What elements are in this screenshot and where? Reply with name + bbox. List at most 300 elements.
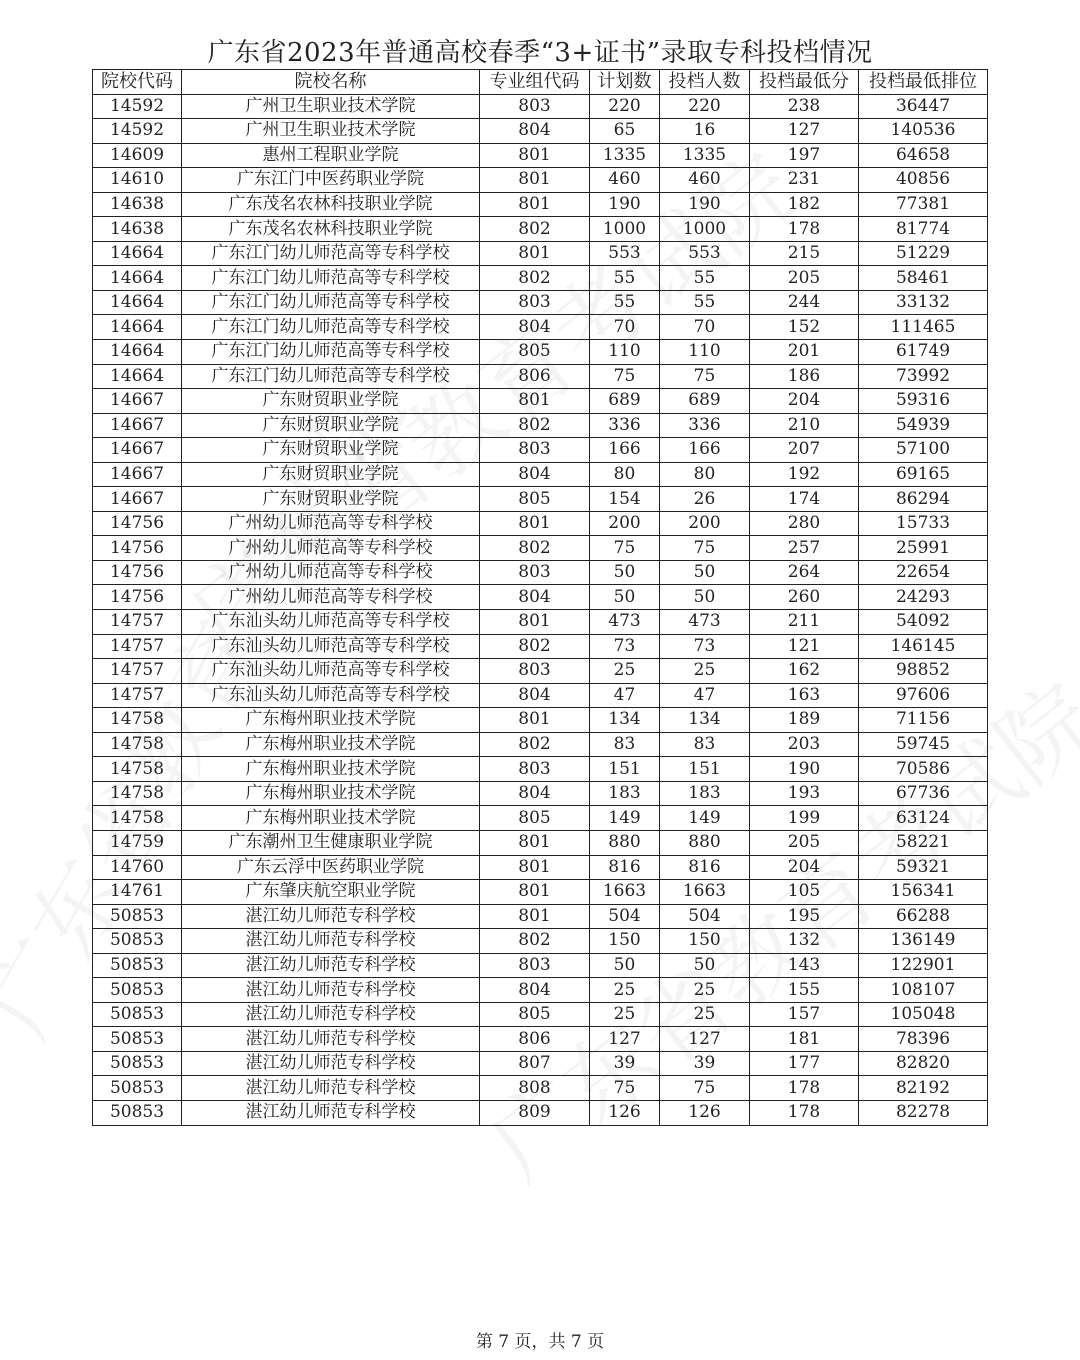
cell-min-rank: 22654 [859, 560, 988, 585]
cell-plan-count: 460 [590, 168, 660, 193]
cell-min-rank: 25991 [859, 536, 988, 561]
cell-min-score: 177 [750, 1051, 859, 1076]
cell-school-code: 50853 [93, 929, 182, 954]
cell-plan-count: 25 [590, 978, 660, 1003]
cell-min-score: 181 [750, 1027, 859, 1052]
cell-min-rank: 58221 [859, 830, 988, 855]
cell-school-name: 广东潮州卫生健康职业学院 [182, 830, 480, 855]
cell-school-code: 14667 [93, 413, 182, 438]
cell-group-code: 801 [480, 830, 590, 855]
cell-school-name: 广州幼儿师范高等专科学校 [182, 560, 480, 585]
cell-min-score: 205 [750, 830, 859, 855]
cell-school-code: 14592 [93, 119, 182, 144]
cell-filed-count: 55 [660, 266, 750, 291]
cell-plan-count: 75 [590, 364, 660, 389]
cell-plan-count: 1663 [590, 880, 660, 905]
cell-plan-count: 220 [590, 94, 660, 119]
cell-min-rank: 57100 [859, 438, 988, 463]
cell-filed-count: 47 [660, 683, 750, 708]
cell-group-code: 809 [480, 1100, 590, 1125]
cell-school-code: 14610 [93, 168, 182, 193]
cell-group-code: 801 [480, 610, 590, 635]
cell-min-rank: 24293 [859, 585, 988, 610]
cell-school-name: 广东江门幼儿师范高等专科学校 [182, 340, 480, 365]
cell-school-code: 14758 [93, 806, 182, 831]
cell-plan-count: 504 [590, 904, 660, 929]
table-row [93, 340, 988, 365]
cell-group-code: 806 [480, 364, 590, 389]
cell-min-rank: 146145 [859, 634, 988, 659]
cell-school-name: 湛江幼儿师范专科学校 [182, 978, 480, 1003]
cell-filed-count: 75 [660, 1076, 750, 1101]
cell-school-code: 14667 [93, 462, 182, 487]
cell-school-code: 14664 [93, 266, 182, 291]
cell-filed-count: 166 [660, 438, 750, 463]
cell-min-rank: 98852 [859, 659, 988, 684]
cell-school-name: 广东梅州职业技术学院 [182, 806, 480, 831]
cell-min-score: 238 [750, 94, 859, 119]
cell-min-score: 182 [750, 192, 859, 217]
cell-plan-count: 200 [590, 511, 660, 536]
table-row [93, 192, 988, 217]
cell-filed-count: 126 [660, 1100, 750, 1125]
cell-plan-count: 689 [590, 389, 660, 414]
cell-filed-count: 473 [660, 610, 750, 635]
cell-min-rank: 105048 [859, 1002, 988, 1027]
cell-school-name: 湛江幼儿师范专科学校 [182, 1002, 480, 1027]
cell-min-score: 190 [750, 757, 859, 782]
cell-school-code: 14667 [93, 438, 182, 463]
cell-group-code: 804 [480, 315, 590, 340]
cell-filed-count: 1000 [660, 217, 750, 242]
table-row [93, 413, 988, 438]
cell-min-score: 174 [750, 487, 859, 512]
cell-plan-count: 1000 [590, 217, 660, 242]
cell-plan-count: 1335 [590, 143, 660, 168]
cell-min-rank: 33132 [859, 290, 988, 315]
cell-plan-count: 65 [590, 119, 660, 144]
cell-plan-count: 126 [590, 1100, 660, 1125]
cell-school-code: 14757 [93, 659, 182, 684]
cell-school-name: 广东肇庆航空职业学院 [182, 880, 480, 905]
cell-plan-count: 553 [590, 241, 660, 266]
cell-min-score: 178 [750, 1076, 859, 1101]
cell-filed-count: 80 [660, 462, 750, 487]
cell-group-code: 801 [480, 389, 590, 414]
cell-school-code: 14638 [93, 217, 182, 242]
cell-min-rank: 51229 [859, 241, 988, 266]
cell-group-code: 802 [480, 634, 590, 659]
table-row [93, 119, 988, 144]
table-row [93, 290, 988, 315]
table-row [93, 978, 988, 1003]
cell-filed-count: 460 [660, 168, 750, 193]
cell-plan-count: 190 [590, 192, 660, 217]
table-row [93, 315, 988, 340]
cell-school-code: 14757 [93, 634, 182, 659]
cell-school-code: 14609 [93, 143, 182, 168]
cell-min-score: 264 [750, 560, 859, 585]
cell-plan-count: 50 [590, 585, 660, 610]
cell-min-rank: 64658 [859, 143, 988, 168]
cell-filed-count: 50 [660, 953, 750, 978]
cell-min-rank: 54939 [859, 413, 988, 438]
column-header-min-score: 投档最低分 [750, 70, 859, 95]
cell-school-code: 14758 [93, 757, 182, 782]
cell-min-score: 155 [750, 978, 859, 1003]
cell-plan-count: 75 [590, 536, 660, 561]
page-footer: 第 7 页，共 7 页 [475, 1332, 605, 1352]
cell-filed-count: 50 [660, 585, 750, 610]
cell-plan-count: 80 [590, 462, 660, 487]
cell-filed-count: 151 [660, 757, 750, 782]
cell-min-score: 178 [750, 217, 859, 242]
cell-filed-count: 149 [660, 806, 750, 831]
cell-min-score: 121 [750, 634, 859, 659]
cell-plan-count: 880 [590, 830, 660, 855]
cell-school-code: 14664 [93, 364, 182, 389]
cell-group-code: 803 [480, 94, 590, 119]
cell-filed-count: 553 [660, 241, 750, 266]
cell-filed-count: 816 [660, 855, 750, 880]
table-body [93, 94, 988, 1125]
cell-min-rank: 69165 [859, 462, 988, 487]
cell-min-score: 231 [750, 168, 859, 193]
column-header-filed-count: 投档人数 [660, 70, 750, 95]
table-row [93, 634, 988, 659]
cell-min-score: 205 [750, 266, 859, 291]
cell-group-code: 803 [480, 757, 590, 782]
cell-min-rank: 108107 [859, 978, 988, 1003]
cell-filed-count: 39 [660, 1051, 750, 1076]
cell-min-score: 132 [750, 929, 859, 954]
cell-group-code: 802 [480, 266, 590, 291]
cell-plan-count: 55 [590, 290, 660, 315]
cell-school-code: 14756 [93, 511, 182, 536]
cell-school-name: 广东财贸职业学院 [182, 487, 480, 512]
table-row [93, 1051, 988, 1076]
cell-min-score: 201 [750, 340, 859, 365]
cell-plan-count: 55 [590, 266, 660, 291]
cell-plan-count: 50 [590, 560, 660, 585]
cell-school-code: 14758 [93, 708, 182, 733]
cell-school-code: 14761 [93, 880, 182, 905]
table-row [93, 1027, 988, 1052]
cell-filed-count: 220 [660, 94, 750, 119]
cell-plan-count: 127 [590, 1027, 660, 1052]
cell-school-name: 惠州工程职业学院 [182, 143, 480, 168]
cell-school-code: 14756 [93, 585, 182, 610]
cell-school-name: 广东汕头幼儿师范高等专科学校 [182, 659, 480, 684]
cell-filed-count: 1335 [660, 143, 750, 168]
table-row [93, 1076, 988, 1101]
cell-filed-count: 25 [660, 978, 750, 1003]
cell-school-name: 湛江幼儿师范专科学校 [182, 929, 480, 954]
cell-plan-count: 75 [590, 1076, 660, 1101]
cell-filed-count: 200 [660, 511, 750, 536]
cell-group-code: 801 [480, 880, 590, 905]
cell-school-name: 广东汕头幼儿师范高等专科学校 [182, 683, 480, 708]
cell-school-name: 湛江幼儿师范专科学校 [182, 953, 480, 978]
cell-school-code: 14759 [93, 830, 182, 855]
table-row [93, 830, 988, 855]
cell-min-rank: 81774 [859, 217, 988, 242]
cell-school-name: 广东财贸职业学院 [182, 462, 480, 487]
cell-plan-count: 25 [590, 1002, 660, 1027]
cell-plan-count: 47 [590, 683, 660, 708]
table-row [93, 929, 988, 954]
table-row [93, 266, 988, 291]
cell-min-score: 204 [750, 855, 859, 880]
cell-plan-count: 50 [590, 953, 660, 978]
cell-school-code: 14664 [93, 340, 182, 365]
cell-school-code: 14667 [93, 389, 182, 414]
cell-filed-count: 70 [660, 315, 750, 340]
cell-min-rank: 86294 [859, 487, 988, 512]
cell-min-rank: 77381 [859, 192, 988, 217]
table-row [93, 708, 988, 733]
cell-group-code: 801 [480, 511, 590, 536]
cell-school-name: 湛江幼儿师范专科学校 [182, 1100, 480, 1125]
table-row [93, 1002, 988, 1027]
cell-school-code: 14667 [93, 487, 182, 512]
cell-group-code: 803 [480, 438, 590, 463]
cell-group-code: 804 [480, 585, 590, 610]
cell-plan-count: 73 [590, 634, 660, 659]
cell-min-score: 280 [750, 511, 859, 536]
cell-school-code: 14592 [93, 94, 182, 119]
cell-filed-count: 504 [660, 904, 750, 929]
cell-school-code: 14638 [93, 192, 182, 217]
cell-group-code: 807 [480, 1051, 590, 1076]
cell-school-name: 湛江幼儿师范专科学校 [182, 1076, 480, 1101]
cell-min-score: 207 [750, 438, 859, 463]
cell-plan-count: 816 [590, 855, 660, 880]
table-row [93, 585, 988, 610]
cell-plan-count: 183 [590, 781, 660, 806]
cell-school-code: 50853 [93, 953, 182, 978]
cell-filed-count: 83 [660, 732, 750, 757]
cell-school-code: 14664 [93, 315, 182, 340]
cell-school-name: 广东江门幼儿师范高等专科学校 [182, 266, 480, 291]
cell-plan-count: 83 [590, 732, 660, 757]
cell-min-rank: 71156 [859, 708, 988, 733]
cell-school-name: 广东江门幼儿师范高等专科学校 [182, 241, 480, 266]
cell-filed-count: 75 [660, 536, 750, 561]
cell-school-name: 广东财贸职业学院 [182, 413, 480, 438]
cell-school-name: 广东梅州职业技术学院 [182, 757, 480, 782]
cell-school-name: 广东财贸职业学院 [182, 389, 480, 414]
cell-filed-count: 73 [660, 634, 750, 659]
cell-min-rank: 140536 [859, 119, 988, 144]
cell-min-score: 189 [750, 708, 859, 733]
cell-min-rank: 66288 [859, 904, 988, 929]
cell-min-score: 143 [750, 953, 859, 978]
cell-filed-count: 689 [660, 389, 750, 414]
admission-table [92, 69, 988, 1126]
cell-min-score: 163 [750, 683, 859, 708]
cell-min-score: 204 [750, 389, 859, 414]
cell-min-rank: 36447 [859, 94, 988, 119]
cell-school-name: 广州卫生职业技术学院 [182, 94, 480, 119]
cell-group-code: 803 [480, 290, 590, 315]
cell-min-rank: 122901 [859, 953, 988, 978]
cell-min-rank: 67736 [859, 781, 988, 806]
cell-filed-count: 183 [660, 781, 750, 806]
column-header-group-code: 专业组代码 [480, 70, 590, 95]
cell-plan-count: 70 [590, 315, 660, 340]
cell-filed-count: 25 [660, 1002, 750, 1027]
cell-min-rank: 58461 [859, 266, 988, 291]
cell-group-code: 805 [480, 340, 590, 365]
cell-plan-count: 336 [590, 413, 660, 438]
cell-min-score: 257 [750, 536, 859, 561]
cell-filed-count: 25 [660, 659, 750, 684]
cell-min-score: 192 [750, 462, 859, 487]
cell-filed-count: 880 [660, 830, 750, 855]
cell-min-rank: 73992 [859, 364, 988, 389]
cell-min-score: 157 [750, 1002, 859, 1027]
table-row [93, 1100, 988, 1125]
cell-plan-count: 110 [590, 340, 660, 365]
cell-min-score: 105 [750, 880, 859, 905]
cell-school-code: 14757 [93, 610, 182, 635]
cell-group-code: 801 [480, 708, 590, 733]
cell-school-name: 广东江门中医药职业学院 [182, 168, 480, 193]
table-row [93, 683, 988, 708]
table-row [93, 536, 988, 561]
cell-plan-count: 134 [590, 708, 660, 733]
table-row [93, 659, 988, 684]
table-row [93, 610, 988, 635]
cell-min-score: 215 [750, 241, 859, 266]
cell-group-code: 808 [480, 1076, 590, 1101]
cell-school-name: 广州幼儿师范高等专科学校 [182, 585, 480, 610]
cell-school-name: 广东梅州职业技术学院 [182, 708, 480, 733]
cell-min-rank: 70586 [859, 757, 988, 782]
column-header-school-name: 院校名称 [182, 70, 480, 95]
column-header-school-code: 院校代码 [93, 70, 182, 95]
cell-school-name: 广州卫生职业技术学院 [182, 119, 480, 144]
cell-school-code: 14756 [93, 560, 182, 585]
table-row [93, 94, 988, 119]
cell-filed-count: 134 [660, 708, 750, 733]
cell-school-code: 14757 [93, 683, 182, 708]
table-row [93, 462, 988, 487]
cell-filed-count: 110 [660, 340, 750, 365]
cell-school-code: 14758 [93, 781, 182, 806]
cell-group-code: 801 [480, 143, 590, 168]
cell-school-code: 14664 [93, 241, 182, 266]
table-row [93, 438, 988, 463]
cell-school-name: 湛江幼儿师范专科学校 [182, 904, 480, 929]
cell-group-code: 802 [480, 217, 590, 242]
cell-min-score: 152 [750, 315, 859, 340]
cell-school-name: 湛江幼儿师范专科学校 [182, 1051, 480, 1076]
cell-school-name: 广东梅州职业技术学院 [182, 732, 480, 757]
cell-min-rank: 82278 [859, 1100, 988, 1125]
cell-plan-count: 166 [590, 438, 660, 463]
cell-school-name: 广东江门幼儿师范高等专科学校 [182, 364, 480, 389]
cell-group-code: 803 [480, 560, 590, 585]
cell-min-rank: 54092 [859, 610, 988, 635]
cell-min-rank: 63124 [859, 806, 988, 831]
cell-school-code: 14760 [93, 855, 182, 880]
table-row [93, 806, 988, 831]
cell-group-code: 801 [480, 855, 590, 880]
cell-school-name: 广东梅州职业技术学院 [182, 781, 480, 806]
table-row [93, 732, 988, 757]
table-row [93, 511, 988, 536]
cell-filed-count: 150 [660, 929, 750, 954]
table-row [93, 217, 988, 242]
cell-min-rank: 97606 [859, 683, 988, 708]
cell-school-name: 广东汕头幼儿师范高等专科学校 [182, 634, 480, 659]
table-row [93, 143, 988, 168]
cell-group-code: 802 [480, 929, 590, 954]
cell-school-code: 50853 [93, 1027, 182, 1052]
cell-min-rank: 136149 [859, 929, 988, 954]
cell-group-code: 804 [480, 683, 590, 708]
table-row [93, 487, 988, 512]
cell-school-code: 14756 [93, 536, 182, 561]
cell-school-code: 14758 [93, 732, 182, 757]
cell-group-code: 804 [480, 781, 590, 806]
cell-plan-count: 154 [590, 487, 660, 512]
cell-school-name: 广东江门幼儿师范高等专科学校 [182, 290, 480, 315]
cell-filed-count: 26 [660, 487, 750, 512]
cell-group-code: 801 [480, 192, 590, 217]
cell-school-name: 广州幼儿师范高等专科学校 [182, 536, 480, 561]
cell-school-code: 50853 [93, 1076, 182, 1101]
cell-group-code: 805 [480, 1002, 590, 1027]
cell-min-rank: 82192 [859, 1076, 988, 1101]
table-row [93, 953, 988, 978]
cell-min-rank: 82820 [859, 1051, 988, 1076]
table-row [93, 855, 988, 880]
cell-group-code: 801 [480, 241, 590, 266]
table-row [93, 364, 988, 389]
cell-school-code: 50853 [93, 904, 182, 929]
cell-filed-count: 75 [660, 364, 750, 389]
cell-filed-count: 1663 [660, 880, 750, 905]
cell-plan-count: 25 [590, 659, 660, 684]
cell-group-code: 802 [480, 536, 590, 561]
cell-group-code: 801 [480, 168, 590, 193]
cell-group-code: 806 [480, 1027, 590, 1052]
column-header-plan-count: 计划数 [590, 70, 660, 95]
cell-school-code: 14664 [93, 290, 182, 315]
cell-filed-count: 127 [660, 1027, 750, 1052]
cell-min-rank: 15733 [859, 511, 988, 536]
cell-group-code: 804 [480, 978, 590, 1003]
cell-group-code: 805 [480, 487, 590, 512]
cell-filed-count: 50 [660, 560, 750, 585]
table-row [93, 781, 988, 806]
table-header-row [93, 70, 988, 95]
cell-school-code: 50853 [93, 1051, 182, 1076]
cell-min-score: 197 [750, 143, 859, 168]
cell-school-name: 湛江幼儿师范专科学校 [182, 1027, 480, 1052]
cell-min-score: 162 [750, 659, 859, 684]
page-title: 广东省2023年普通高校春季“3+证书”录取专科投档情况 [207, 38, 873, 68]
cell-filed-count: 336 [660, 413, 750, 438]
cell-min-rank: 59316 [859, 389, 988, 414]
cell-min-score: 244 [750, 290, 859, 315]
cell-group-code: 804 [480, 119, 590, 144]
table-row [93, 880, 988, 905]
cell-min-score: 178 [750, 1100, 859, 1125]
